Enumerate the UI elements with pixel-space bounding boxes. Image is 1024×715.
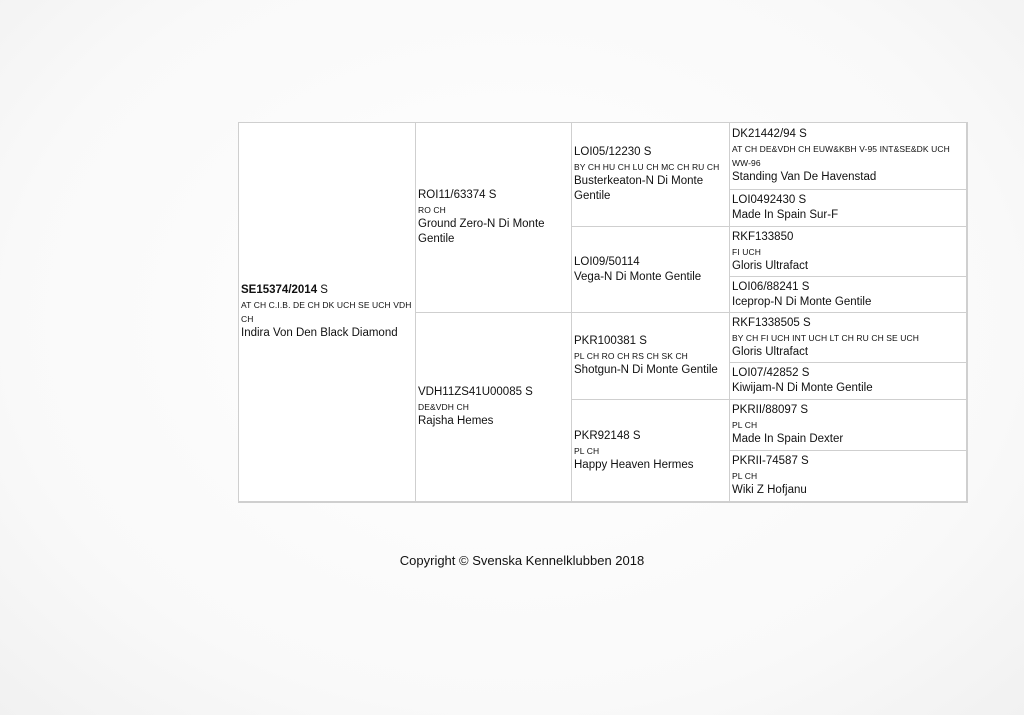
pedigree-sire-sire <box>572 123 730 227</box>
gg3-titles: FI UCH <box>732 246 761 257</box>
gg5-name: Gloris Ultrafact <box>732 345 809 358</box>
dam-sire-titles: PL CH RO CH RS CH SK CH <box>574 351 688 361</box>
sire-dam-name: Vega-N Di Monte Gentile <box>574 270 702 283</box>
sire-titles: RO CH <box>418 205 446 215</box>
dam-name: Rajsha Hemes <box>418 415 494 427</box>
dam-dam-name: Happy Heaven Hermes <box>574 458 694 471</box>
pedigree-sire <box>416 123 572 313</box>
pedigree-gg-8 <box>730 451 967 502</box>
gg1-name: Standing Van De Havenstad <box>732 171 877 183</box>
dam-sire-reg: PKR100381 S <box>574 335 647 347</box>
pedigree-table <box>238 122 968 503</box>
pedigree-gg-4 <box>730 277 967 313</box>
pedigree-gg-3 <box>730 227 967 277</box>
gg2-name: Made In Spain Sur-F <box>732 209 839 221</box>
subject-name: Indira Von Den Black Diamond <box>241 327 398 339</box>
dam-dam-titles: PL CH <box>574 445 600 456</box>
gg4-name: Iceprop-N Di Monte Gentile <box>732 295 872 308</box>
dam-sire-name: Shotgun-N Di Monte Gentile <box>574 364 718 376</box>
gg5-reg: RKF1338505 S <box>732 316 811 329</box>
dam-titles: DE&VDH CH <box>418 402 469 412</box>
pedigree-gg-1 <box>730 123 967 190</box>
dam-reg: VDH11ZS41U00085 S <box>418 386 533 398</box>
pedigree-gg-2 <box>730 190 967 227</box>
gg6-reg: LOI07/42852 S <box>732 367 810 379</box>
gg3-reg: RKF133850 <box>732 230 794 243</box>
gg5-titles: BY CH FI UCH INT UCH LT CH RU CH SE UCH <box>732 332 919 343</box>
gg8-reg: PKRII-74587 S <box>732 455 809 467</box>
gg8-name: Wiki Z Hofjanu <box>732 484 807 496</box>
gg1-reg: DK21442/94 S <box>732 128 807 140</box>
pedigree-dam-sire <box>572 313 730 400</box>
dam-dam-reg: PKR92148 S <box>574 429 641 442</box>
pedigree-dam-dam <box>572 400 730 502</box>
sire-sire-reg: LOI05/12230 S <box>574 146 652 158</box>
gg7-reg: PKRII/88097 S <box>732 404 809 416</box>
sire-reg: ROI11/63374 S <box>418 189 497 201</box>
copyright-notice: Copyright © Svenska Kennelklubben 2018 <box>399 553 645 568</box>
pedigree-gg-5 <box>730 313 967 363</box>
gg8-titles: PL CH <box>732 471 758 481</box>
sire-sire-titles: BY CH HU CH LU CH MC CH RU CH <box>574 162 720 172</box>
subject-reg: SE15374/2014 S <box>241 284 328 296</box>
gg4-reg: LOI06/88241 S <box>732 280 810 293</box>
gg3-name: Gloris Ultrafact <box>732 259 809 272</box>
gg1-titles: AT CH DE&VDH CH EUW&KBH V-95 INT&SE&DK UCH WW-96 <box>732 144 950 168</box>
gg2-reg: LOI0492430 S <box>732 194 807 206</box>
subject-titles: AT CH C.I.B. DE CH DK UCH SE UCH VDH CH <box>241 300 412 324</box>
gg6-name: Kiwijam-N Di Monte Gentile <box>732 382 873 394</box>
pedigree-subject <box>239 123 416 502</box>
pedigree-gg-7 <box>730 400 967 451</box>
pedigree-gg-6 <box>730 363 967 400</box>
sire-dam-reg: LOI09/50114 <box>574 255 640 268</box>
sire-name: Ground Zero-N Di Monte Gentile <box>418 218 545 245</box>
gg7-name: Made In Spain Dexter <box>732 433 844 445</box>
gg7-titles: PL CH <box>732 420 758 430</box>
pedigree-sire-dam <box>572 227 730 313</box>
sire-sire-name: Busterkeaton-N Di Monte Gentile <box>574 175 704 202</box>
pedigree-dam <box>416 313 572 502</box>
